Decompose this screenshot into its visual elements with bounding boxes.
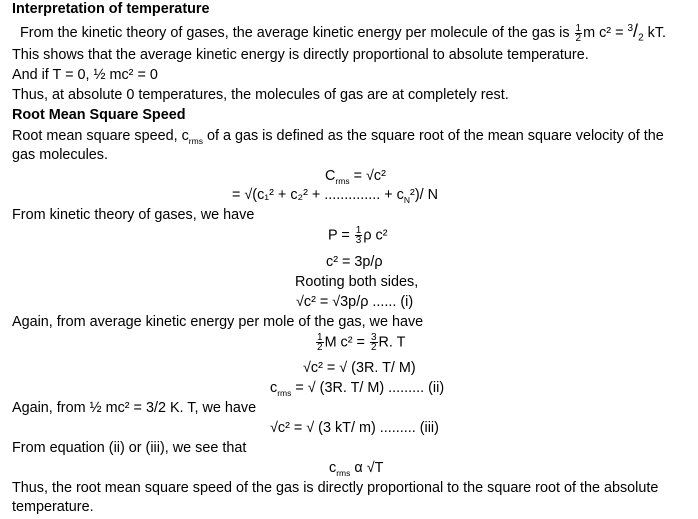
equation-c-squared: c² = 3p/ρ — [326, 254, 383, 270]
paragraph-proportional: This shows that the average kinetic energy is directly proportional to absolute temperature. — [12, 47, 589, 63]
equation-crms-proportional: $c_{rms}$ α √T — [329, 460, 384, 478]
paragraph-temperature: temperature. — [12, 499, 94, 515]
text-fragment: kT. — [647, 24, 667, 41]
paragraph-if-t-zero: And if T = 0, ½ mc² = 0 — [12, 67, 158, 83]
text-fragment: m c² = — [583, 24, 624, 41]
equation-ii: $c_{rms}$ = √ (3R. T/ M) ......... (ii) — [270, 380, 445, 398]
equation-crms-definition: $C_{rms} = √c^2$ — [325, 168, 386, 186]
paragraph-gas-molecules: gas molecules. — [12, 147, 108, 163]
fraction-half: $\frac{1}{2}$ — [575, 22, 582, 44]
equation-crms-expanded: = √(c₁² + c₂² + .............. + $c_N^2)/$ N — [232, 187, 439, 205]
equation-i: √c² = √3p/ρ ...... (i) — [296, 294, 414, 310]
equation-mole-energy: $\frac{1}{2}$ M c² = $\frac{3}{2}$ R. T — [317, 332, 406, 353]
equation-root-3rt-m: √c² = √ (3R. T/ M) — [303, 360, 416, 376]
paragraph-from-half-mc2: Again, from ½ mc² = 3/2 K. T, we have — [12, 400, 257, 416]
text-fragment: From the kinetic theory of gases, the average kinetic energy per molecule of the gas is — [20, 24, 570, 41]
heading-interpretation-of-temperature: Interpretation of temperature — [12, 1, 210, 17]
paragraph-kinetic-energy-per-mole: Again, from average kinetic energy per mole of the gas, we have — [12, 314, 424, 330]
fraction-three-halves: $\frac{3}{2}$ — [370, 332, 377, 353]
heading-root-mean-square-speed: Root Mean Square Speed — [12, 107, 186, 123]
paragraph-from-kinetic-theory: From kinetic theory of gases, we have — [12, 207, 255, 223]
fraction-one-third: $\frac{1}{3}$ — [355, 225, 362, 246]
equation-pressure: P = $\frac{1}{3}$ ρ c² — [328, 225, 388, 246]
paragraph-kinetic-energy: From the kinetic theory of gases, the average kinetic energy per molecule of the gas is $\frac{1}{2}$ m $c^2 = ^3/_2$ kT. — [20, 20, 667, 44]
paragraph-rms-definition: Root mean square speed, $c_{rms}$ of a gas is defined as the square root of the mean square velocity of the — [12, 128, 664, 146]
paragraph-absolute-zero: Thus, at absolute 0 temperatures, the molecules of gas are at completely rest. — [12, 87, 509, 103]
equation-iii: √c² = √ (3 kT/ m) ......... (iii) — [270, 420, 439, 436]
paragraph-from-equation: From equation (ii) or (iii), we see that — [12, 440, 247, 456]
paragraph-conclusion: Thus, the root mean square speed of the gas is directly proportional to the square root of the absolute — [12, 480, 659, 496]
fraction-half: $\frac{1}{2}$ — [317, 332, 323, 353]
text-rooting-both-sides: Rooting both sides, — [295, 274, 419, 290]
